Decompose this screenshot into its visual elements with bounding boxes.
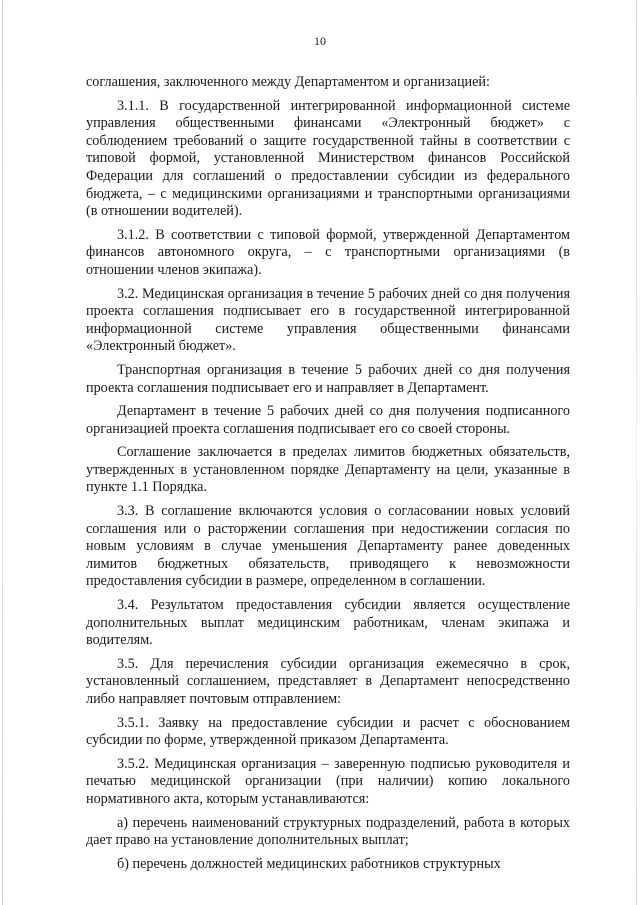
paragraph-3-2: 3.2. Медицинская организация в течение 5 рабочих дней со дня получения проекта соглашения подписывает его в государственной интегрированной информационной системе управления общественными финансами «Электронный бюджет». xyxy=(86,285,570,355)
paragraph-3-5-1: 3.5.1. Заявку на предоставление субсидии и расчет с обоснованием субсидии по форме, утвержденной приказом Департамента. xyxy=(86,714,570,749)
paragraph-item-a: а) перечень наименований структурных подразделений, работа в которых дает право на установление дополнительных выплат; xyxy=(86,814,570,849)
document-body xyxy=(86,74,570,879)
paragraph-agreement-limits: Соглашение заключается в пределах лимитов бюджетных обязательств, утвержденных в установленном порядке Департаменту на цели, указанные в пункте 1.1 Порядка. xyxy=(86,444,570,496)
page-number: 10 xyxy=(314,34,326,48)
paragraph-3-3: 3.3. В соглашение включаются условия о согласовании новых условий соглашения или о расторжении соглашения при недостижении согласия по новым условиям в случае уменьшения Департаменту ранее доведенных лимитов бюджетных обязательств, приводящего к невозможности предоставления субсидии в размере, определенном в соглашении. xyxy=(86,503,570,590)
paragraph-item-b: б) перечень должностей медицинских работников структурных xyxy=(117,855,501,872)
paragraph-3-4: 3.4. Результатом предоставления субсидии является осуществление дополнительных выплат медицинским работникам, членам экипажа и водителям. xyxy=(86,597,570,649)
paragraph-3-5-2: 3.5.2. Медицинская организация – заверенную подписью руководителя и печатью медицинской организации (при наличии) копию локального нормативного акта, которым устанавливаются: xyxy=(86,755,570,807)
paragraph-transport-org: Транспортная организация в течение 5 рабочих дней со дня получения проекта соглашения подписывает его и направляет в Департамент. xyxy=(86,361,570,396)
paragraph-continuation: соглашения, заключенного между Департаментом и организацией: xyxy=(86,74,490,90)
paragraph-department: Департамент в течение 5 рабочих дней со дня получения подписанного организацией проекта соглашения подписывает его со своей стороны. xyxy=(86,403,570,437)
paragraph-3-1-2: 3.1.2. В соответствии с типовой формой, утвержденной Департаментом финансов автономного округа, – с транспортными организациями (в отношении членов экипажа). xyxy=(86,226,570,278)
scan-edge-right xyxy=(636,0,637,905)
scan-edge-left xyxy=(2,0,3,905)
paragraph-3-5: 3.5. Для перечисления субсидии организация ежемесячно в срок, установленный соглашением, представляет в Департамент непосредственно либо направляет почтовым отправлением: xyxy=(86,655,570,707)
paragraph-3-1-1: 3.1.1. В государственной интегрированной информационной системе управления общественными финансами «Электронный бюджет» с соблюдением требований о защите государственной тайны в соответствии с типовой формой, установленной Министерством финансов Российской Федерации для соглашений о предоставлении субсидии из федерального бюджета, – с медицинскими организациями и транспортными организациями (в отношении водителей). xyxy=(86,97,570,220)
